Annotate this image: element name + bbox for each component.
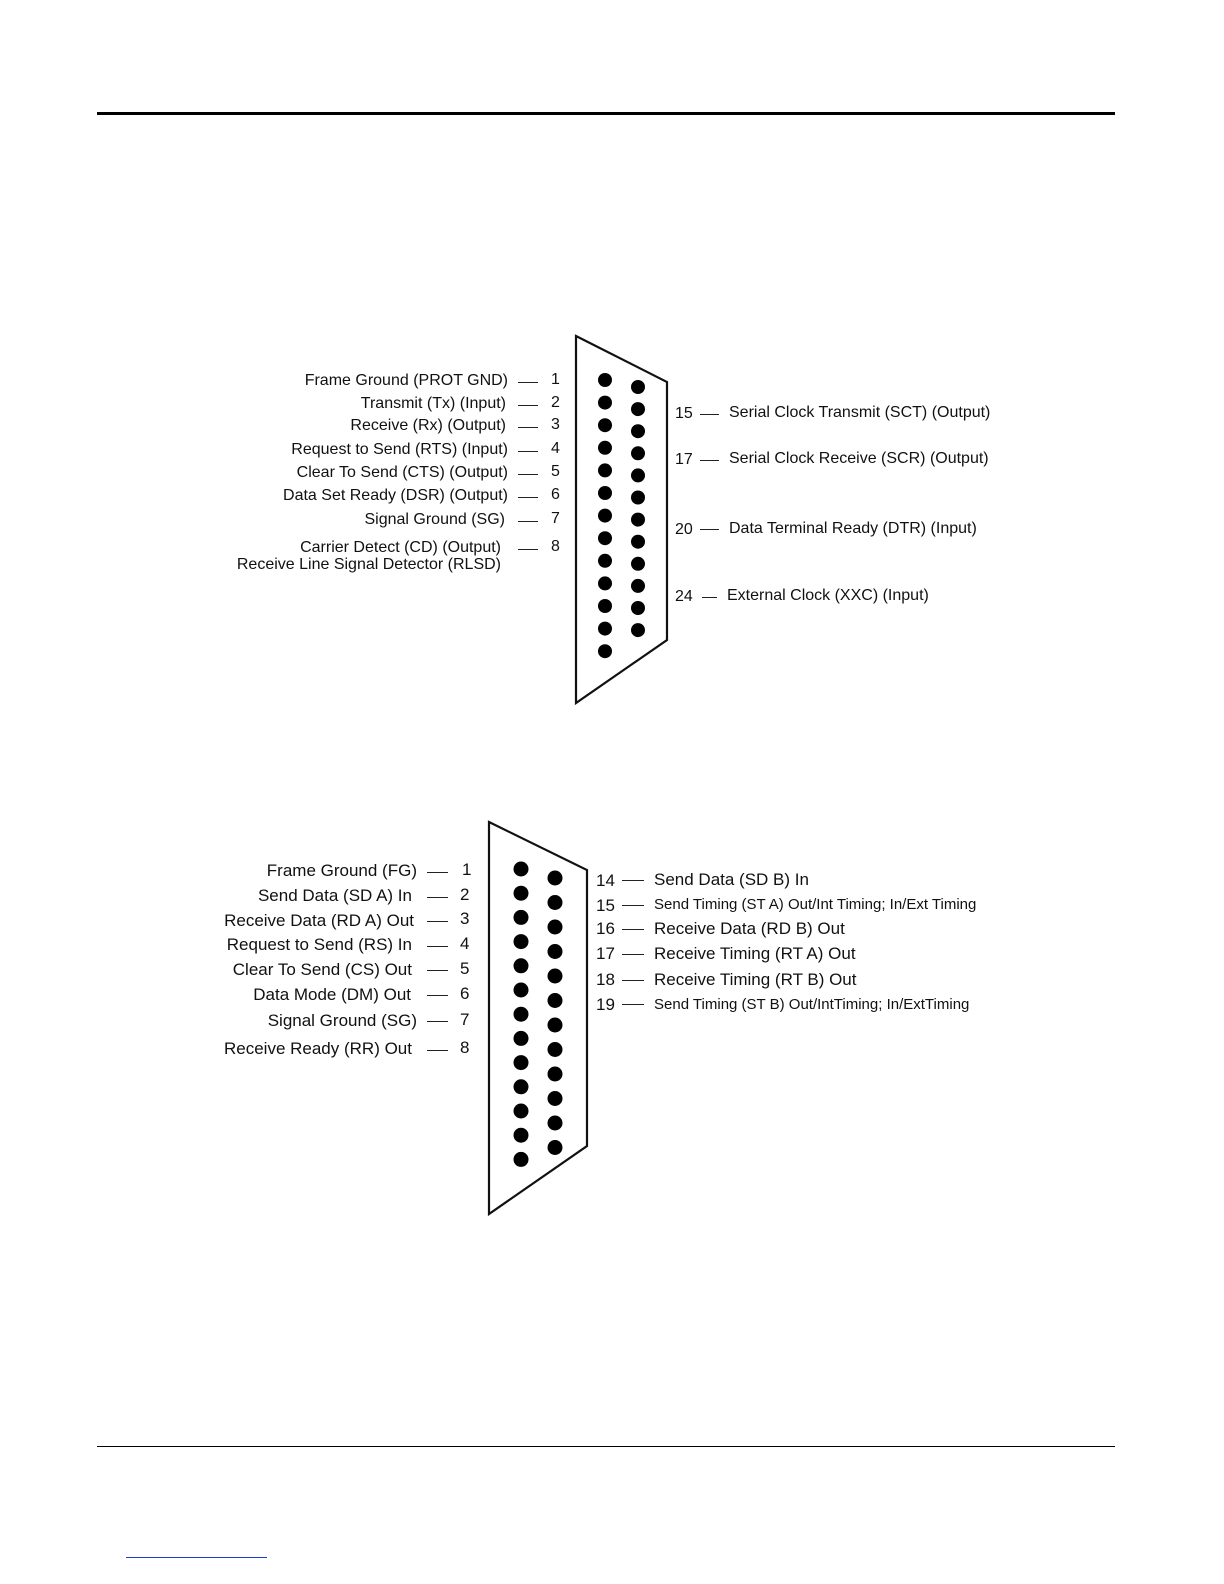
- pin-array-bottom: [514, 862, 563, 1167]
- pin-contact: [514, 1128, 529, 1143]
- leader-line: [518, 405, 538, 406]
- pin-contact: [598, 486, 612, 500]
- pin-label: Data Mode (DM) Out: [253, 985, 411, 1004]
- pin-contact: [631, 579, 645, 593]
- pin-label: Data Terminal Ready (DTR) (Input): [729, 520, 977, 537]
- pin-contact: [548, 1067, 563, 1082]
- leader-line: [427, 1050, 448, 1051]
- pin-contact: [548, 969, 563, 984]
- bottom-rule: [97, 1446, 1115, 1447]
- pin-number: 14: [596, 871, 615, 890]
- pin-label: Frame Ground (FG): [266, 861, 417, 880]
- pin-contact: [598, 509, 612, 523]
- pin-contact: [598, 418, 612, 432]
- pin-number: 19: [596, 995, 615, 1014]
- pin-number: 1: [462, 860, 472, 879]
- pin-contact: [598, 576, 612, 590]
- pin-label: Receive Data (RD A) Out: [224, 911, 414, 930]
- pin-contact: [598, 622, 612, 636]
- leader-line: [700, 460, 719, 461]
- leader-line: [518, 382, 538, 383]
- pin-number: 17: [596, 944, 615, 963]
- pin-contact: [631, 535, 645, 549]
- pin-number: 4: [460, 934, 470, 953]
- pin-number: 24: [675, 588, 693, 605]
- pin-number: 20: [675, 521, 693, 538]
- pin-label: Send Timing (ST B) Out/IntTiming; In/ExtTiming: [654, 996, 970, 1013]
- pin-contact: [514, 1079, 529, 1094]
- pin-contact: [514, 862, 529, 877]
- pin-contact: [548, 871, 563, 886]
- pin-contact: [514, 934, 529, 949]
- pin-contact: [598, 441, 612, 455]
- pin-label: Request to Send (RS) In: [226, 935, 412, 954]
- db25-connector-bottom: [489, 822, 587, 1214]
- pin-label: Receive Timing (RT B) Out: [654, 970, 857, 989]
- pin-array-top: [598, 373, 645, 658]
- pin-label: Send Data (SD A) In: [257, 886, 412, 905]
- pin-label: Send Data (SD B) In: [654, 870, 809, 889]
- leader-line: [427, 921, 448, 922]
- pin-contact: [631, 491, 645, 505]
- pin-contact: [631, 402, 645, 416]
- pin-label: Frame Ground (PROT GND): [304, 372, 508, 389]
- pin-number: 4: [551, 440, 560, 457]
- db25-connector-top: [576, 336, 667, 703]
- pin-number: 6: [460, 984, 470, 1003]
- leader-line: [700, 529, 719, 530]
- pin-label: Transmit (Tx) (Input): [360, 395, 506, 412]
- pin-contact: [631, 557, 645, 571]
- leader-line: [427, 995, 448, 996]
- pin-label: Receive Timing (RT A) Out: [654, 944, 856, 963]
- pin-contact: [514, 886, 529, 901]
- pin-contact: [548, 1116, 563, 1131]
- pin-label: Signal Ground (SG): [364, 511, 505, 528]
- connector-shell-top: [576, 336, 667, 703]
- leader-line: [622, 929, 644, 930]
- leader-line: [518, 521, 538, 522]
- pin-label: Receive (Rx) (Output): [350, 417, 506, 434]
- pin-number: 15: [596, 896, 615, 915]
- leader-line: [622, 954, 644, 955]
- pin-number: 8: [551, 538, 560, 555]
- pin-contact: [598, 644, 612, 658]
- pin-contact: [631, 446, 645, 460]
- pin-contact: [598, 463, 612, 477]
- leader-line: [518, 549, 538, 550]
- pin-contact: [548, 895, 563, 910]
- leader-line: [427, 1021, 448, 1022]
- pin-number: 18: [596, 970, 615, 989]
- pin-label: Request to Send (RTS) (Input): [291, 441, 508, 458]
- pin-contact: [631, 513, 645, 527]
- footer-link-underline: [126, 1557, 267, 1558]
- leader-line: [518, 474, 538, 475]
- pin-contact: [631, 468, 645, 482]
- pin-contact: [631, 601, 645, 615]
- pin-contact: [598, 531, 612, 545]
- pin-number: 15: [675, 405, 693, 422]
- pin-label-line2: Receive Line Signal Detector (RLSD): [236, 556, 501, 573]
- pin-number: 7: [460, 1010, 470, 1029]
- pin-contact: [631, 380, 645, 394]
- pin-number: 8: [460, 1038, 470, 1057]
- pin-contact: [598, 599, 612, 613]
- pin-contact: [514, 983, 529, 998]
- leader-line: [518, 427, 538, 428]
- pin-contact: [548, 944, 563, 959]
- leader-line: [427, 946, 448, 947]
- pin-label: Signal Ground (SG): [267, 1011, 417, 1030]
- leader-line: [427, 970, 448, 971]
- pin-label: Clear To Send (CS) Out: [232, 960, 412, 979]
- leader-line: [427, 872, 448, 873]
- pin-contact: [514, 1031, 529, 1046]
- pin-contact: [548, 1140, 563, 1155]
- pin-label: Clear To Send (CTS) (Output): [296, 464, 508, 481]
- pin-number: 3: [551, 416, 560, 433]
- pin-number: 7: [551, 510, 560, 527]
- pin-label: Data Set Ready (DSR) (Output): [283, 487, 508, 504]
- pin-contact: [514, 1104, 529, 1119]
- leader-line: [622, 905, 644, 906]
- leader-line: [700, 414, 719, 415]
- leader-line: [427, 897, 448, 898]
- pin-contact: [514, 1152, 529, 1167]
- leader-line: [518, 497, 538, 498]
- pin-label: Carrier Detect (CD) (Output): [300, 539, 501, 556]
- pin-number: 5: [551, 463, 560, 480]
- pin-contact: [514, 910, 529, 925]
- pin-number: 17: [675, 451, 693, 468]
- pin-label: Serial Clock Receive (SCR) (Output): [729, 450, 989, 467]
- leader-line: [622, 1004, 644, 1005]
- pin-number: 16: [596, 919, 615, 938]
- pin-contact: [548, 1042, 563, 1057]
- pin-contact: [631, 424, 645, 438]
- leader-line: [702, 597, 717, 598]
- leader-line: [622, 880, 644, 881]
- pin-contact: [514, 958, 529, 973]
- pin-contact: [598, 396, 612, 410]
- pin-label: External Clock (XXC) (Input): [727, 587, 929, 604]
- pin-label: Send Timing (ST A) Out/Int Timing; In/Ext Timing: [654, 896, 977, 913]
- pin-contact: [598, 554, 612, 568]
- pin-contact: [548, 993, 563, 1008]
- connector-shell-bottom: [489, 822, 587, 1214]
- pin-label: Receive Data (RD B) Out: [654, 919, 845, 938]
- pin-contact: [548, 1091, 563, 1106]
- pin-number: 1: [551, 371, 560, 388]
- pin-contact: [548, 1018, 563, 1033]
- pin-number: 3: [460, 909, 470, 928]
- pin-number: 5: [460, 959, 470, 978]
- pin-contact: [514, 1055, 529, 1070]
- pin-contact: [548, 920, 563, 935]
- pin-contact: [514, 1007, 529, 1022]
- pin-contact: [631, 623, 645, 637]
- pin-label: Receive Ready (RR) Out: [223, 1039, 412, 1058]
- leader-line: [518, 451, 538, 452]
- leader-line: [622, 980, 644, 981]
- pin-contact: [598, 373, 612, 387]
- pin-number: 2: [551, 394, 560, 411]
- pin-number: 2: [460, 885, 470, 904]
- pin-label: Serial Clock Transmit (SCT) (Output): [729, 404, 991, 421]
- pin-number: 6: [551, 486, 560, 503]
